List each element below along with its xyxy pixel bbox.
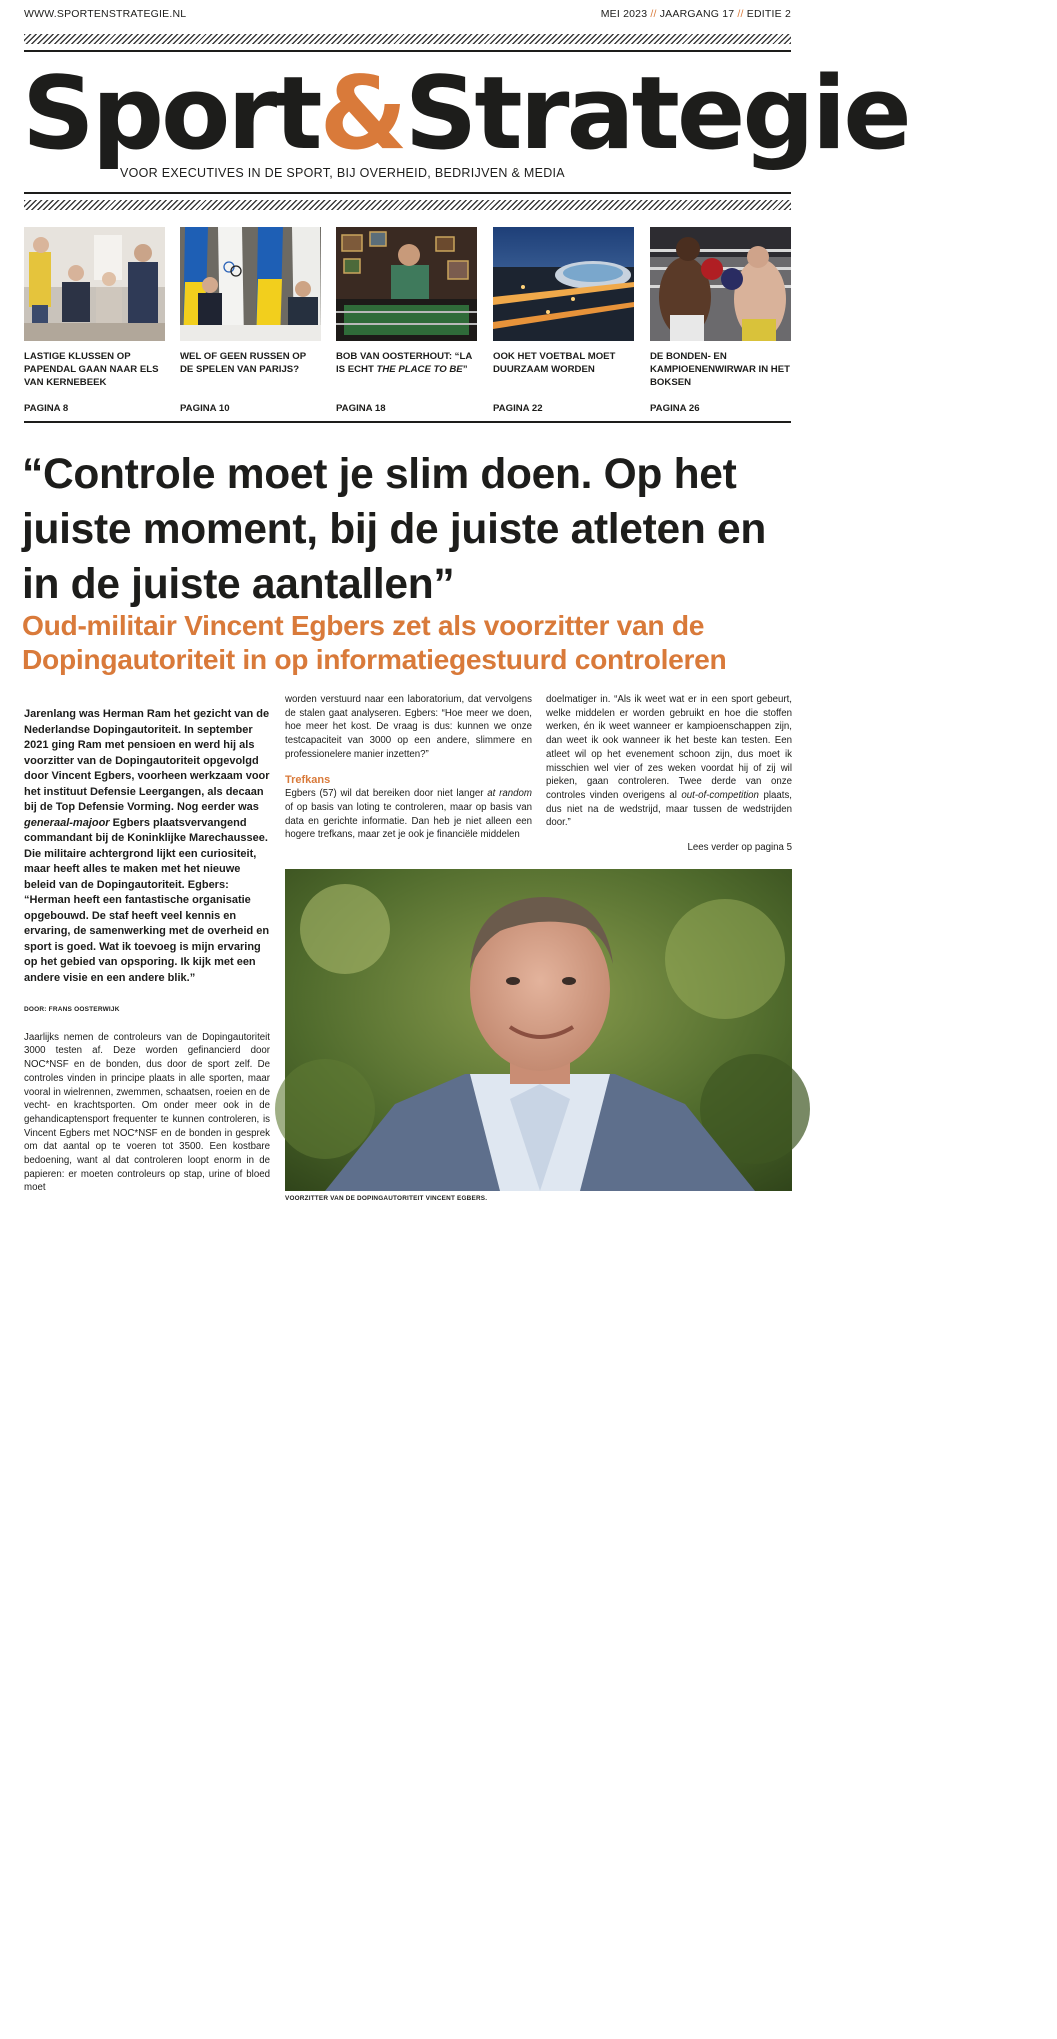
teaser-photo-foosball [336,227,477,341]
article-body-paragraph: Jaarlijks nemen de controleurs van de Dopingautoriteit 3000 testen af. Deze worden gefinancierd door NOC*NSF en de bonden, dus door de sport zelf. De controles vinden in principe plaats in alle sporten, maar vooral in wielrennen, zwemmen, schaatsen, roeien en de vecht- en krachtsporten. Om onder meer ook in de gehandicaptensport frequenter te kunnen controleren, is Vincent Egbers met NOC*NSF en de bonden in gesprek om dat aantal op te voeren tot 3500. Een kostbare bedoening, want al dat controleren loopt enorm in de papieren: er moeten controleurs op stap, urine of bloed moet [24,1031,270,1194]
teaser-item[interactable] [24,227,165,414]
issue-date: MEI 2023 [600,8,648,20]
teaser-photo-boxing [650,227,791,341]
teaser-title: OOK HET VOETBAL MOET DUURZAAM WORDEN [493,351,616,375]
teaser-page: PAGINA 8 [24,403,69,414]
logo-part-strategie: Strategie [404,54,909,172]
top-bar [24,8,791,24]
teaser-photo-meeting [24,227,165,341]
teaser-page: PAGINA 22 [493,403,543,414]
article-column-1 [24,707,270,1195]
article-intro: Jarenlang was Herman Ram het gezicht van de Nederlandse Dopingautoriteit. In september 2021 ging Ram met pensioen en werd hij als voorzitter van de Dopingautoriteit opgevolgd door Vincent Egbers, voorheen werkzaam voor het instituut Defensie Leergangen, als decaan bij de Top Defensie Vorming. Nog eerder was generaal-majoor Egbers plaatsvervangend commandant bij de Koninklijke Marechaussee. Die militaire achtergrond lijkt een curiositeit, maar heeft alles te maken met het nieuwe beleid van de Dopingautoriteit. Egbers: “Herman heeft een fantastische organisatie opgebouwd. De staf heeft veel kennis en ervaring, de samenwerking met de overheid en sport is goed. Wat ik toevoeg is mijn ervaring op het gebied van opsporing. Ik kijk met een andere visie en een andere blik.” [24,708,270,984]
article-body-paragraph: worden verstuurd naar een laboratorium, dat vervolgens de stalen gaat analyseren. Egbers: “Hoe meer we doen, hoe meer het kost. De vraag is dus: kunnen we onze testcapaciteit van 3000 op een andere, slimmere en professionelere manier inzetten?” [285,694,532,760]
article-body-paragraph: Egbers (57) wil dat bereiken door niet langer at random of op basis van loting te controleren, maar op basis van data en gerichte informatie. Dan heb je niet alleen een hogere trefkans, maar zet je ook je financiële middelen [285,788,532,841]
hatch-divider [24,34,791,44]
photo-credit: FOTO: ANP [1045,2023,1057,2039]
teaser-item[interactable] [493,227,634,414]
article-body-paragraph: doelmatiger in. “Als ik weet wat er in een sport gebeurt, welke middelen er worden gebruikt en hoe die stoffen werken, én ik weet wanneer er kampioenschappen zijn, dan weet ik ook wanneer ik het beste kan testen. Een atleet wil op het evenement schoon zijn, dus moet ik misschien wel vier of zes weken voordat hij of zij wil pieken, gaan controleren. Twee derde van onze controles vinden overigens al out-of-competition plaats, dus niet na de wedstrijd, maar tussen de wedstrijden door.” [546,694,792,829]
article-headline: “Controle moet je slim doen. Op het juiste moment, bij de juiste atleten en in de juiste aantallen” [22,451,767,608]
rule-divider [24,421,791,423]
photo-caption: VOORZITTER VAN DE DOPINGAUTORITEIT VINCENT EGBERS. [285,1195,488,1202]
rule-divider [24,192,791,194]
teaser-page: PAGINA 10 [180,403,230,414]
logo-part-sport: Sport [22,54,320,172]
masthead-tagline: VOOR EXECUTIVES IN DE SPORT, BIJ OVERHEID, BEDRIJVEN & MEDIA [120,166,565,180]
article-interhead: Trefkans [285,773,331,786]
teaser-item[interactable] [336,227,477,414]
teaser-title: BOB VAN OOSTERHOUT: “LA IS ECHT THE PLACE TO BE” [336,351,472,375]
separator: // [737,8,744,20]
teaser-photo-stadium [493,227,634,341]
teaser-title: WEL OF GEEN RUSSEN OP DE SPELEN VAN PARIJS? [180,351,306,375]
teaser-page: PAGINA 26 [650,403,700,414]
logo-ampersand: & [319,54,405,172]
separator: // [650,8,657,20]
continued-link[interactable]: Lees verder op pagina 5 [687,842,792,854]
teaser-page: PAGINA 18 [336,403,386,414]
teaser-title: LASTIGE KLUSSEN OP PAPENDAL GAAN NAAR ELS VAN KERNEBEEK [24,351,159,388]
teaser-item[interactable] [180,227,321,414]
masthead-logo [22,54,909,172]
article-column-2 [285,693,532,842]
rule-divider [24,50,791,52]
hatch-divider [24,200,791,210]
teaser-title: DE BONDEN- EN KAMPIOENENWIRWAR IN HET BOKSEN [650,351,790,388]
issue-edition: EDITIE 2 [746,8,791,20]
article-subheadline: Oud-militair Vincent Egbers zet als voorzitter van de Dopingautoriteit in op informatiegestuurd controleren [22,609,727,675]
issue-info [601,8,791,24]
teaser-item[interactable] [650,227,791,414]
teaser-row [24,227,791,415]
issue-volume: JAARGANG 17 [659,8,735,20]
article-column-3 [546,693,792,855]
website-link[interactable]: WWW.SPORTENSTRATEGIE.NL [24,8,187,20]
article-byline: DOOR: FRANS OOSTERWIJK [24,1006,120,1013]
teaser-photo-flags [180,227,321,341]
